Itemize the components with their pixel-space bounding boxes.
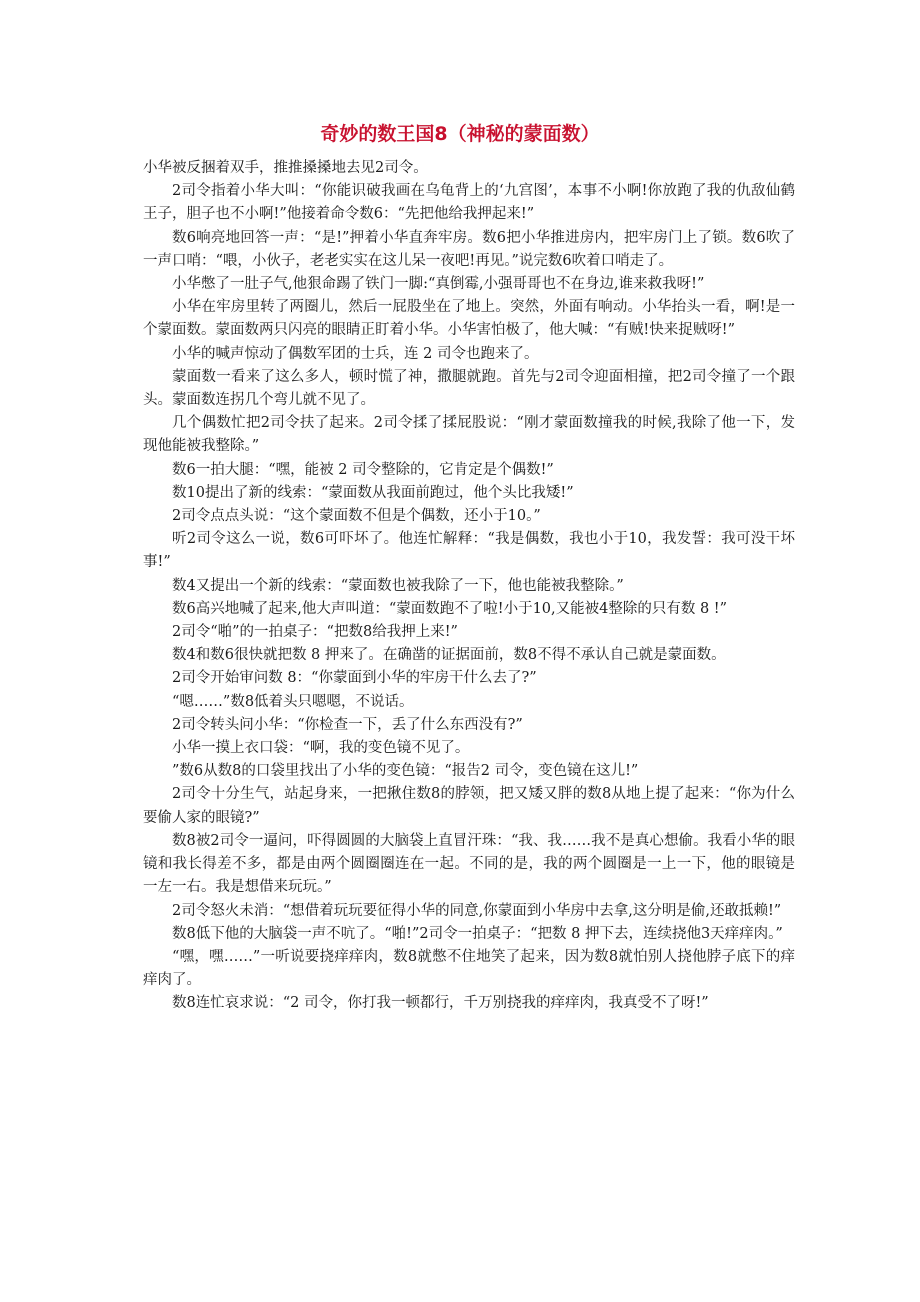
paragraph: “嗯……”数8低着头只嗯嗯，不说话。 [172,693,414,710]
paragraph: 数6一拍大腿：“嘿，能被 2 司令整除的，它肯定是个偶数!” [172,461,554,478]
paragraph: 2司令怒火未消：“想借着玩玩要征得小华的同意,你蒙面到小华房中去拿,这分明是偷,还敢抵赖!” [172,902,782,919]
paragraph: “嘿，嘿……”一听说要挠痒痒肉，数8就憋不住地笑了起来，因为数8就怕别人挠他脖子底下的痒痒肉了。 [143,948,795,989]
paragraph: 2司令开始审问数 8：“你蒙面到小华的牢房干什么去了?” [172,670,537,687]
paragraph: 2司令“啪”的一拍桌子：“把数8给我押上来!” [172,624,458,641]
paragraph: 蒙面数一看来了这么多人，顿时慌了神，撒腿就跑。首先与2司令迎面相撞，把2司令撞了一个跟头。蒙面数连拐几个弯儿就不见了。 [143,368,795,409]
paragraph: 数10提出了新的线索：“蒙面数从我面前跑过，他个头比我矮!” [172,484,574,501]
paragraph: 小华被反捆着双手，推推搡搡地去见2司令。 [143,160,428,176]
paragraph: 2司令点点头说：“这个蒙面数不但是个偶数，还小于10。” [172,508,541,525]
paragraph: 数8低下他的大脑袋一声不吭了。“啪!”2司令一拍桌子：“把数 8 押下去，连续挠他3天痒痒肉。” [172,925,783,942]
paragraph: 小华的喊声惊动了偶数军团的士兵，连 2 司令也跑来了。 [172,345,539,362]
paragraph: 数6高兴地喊了起来,他大声叫道：“蒙面数跑不了啦!小于10,又能被4整除的只有数 8 !” [172,600,728,617]
paragraph: 数8被2司令一逼问，吓得圆圆的大脑袋上直冒汗珠：“我、我……我不是真心想偷。我看小华的眼镜和我长得差不多，都是由两个圆圈圈连在一起。不同的是，我的两个圆圈是一上一下，他的眼镜是一左一右。我是想借来玩玩。” [143,832,795,896]
paragraph: 2司令十分生气，站起身来，一把揪住数8的脖领，把又矮又胖的数8从地上提了起来：“你为什么要偷人家的眼镜?” [143,786,795,826]
paragraph: 数4又提出一个新的线索：“蒙面数也被我除了一下，他也能被我整除。” [172,577,624,594]
paragraph: 数8连忙哀求说：“2 司令，你打我一顿都行，千万别挠我的痒痒肉，我真受不了呀!” [172,995,709,1012]
paragraph: 数4和数6很快就把数 8 押来了。在确凿的证据面前，数8不得不承认自己就是蒙面数。 [172,647,726,664]
document-body [143,157,795,1016]
paragraph: 2司令指着小华大叫：“你能识破我画在乌龟背上的‘九宫图’，本事不小啊!你放跑了我的仇敌仙鹤王子，胆子也不小啊!”他接着命令数6：“先把他给我押起来!” [143,183,795,223]
paragraph: 2司令转头问小华：“你检查一下，丢了什么东西没有?” [172,716,523,733]
paragraph: 听2司令这么一说，数6可吓坏了。他连忙解释：“我是偶数，我也小于10，我发誓：我可没干坏事!” [143,531,795,571]
paragraph: 小华在牢房里转了两圈儿，然后一屁股坐在了地上。突然，外面有响动。小华抬头一看，啊!是一个蒙面数。蒙面数两只闪亮的眼睛正盯着小华。小华害怕极了，他大喊：“有贼!快来捉贼呀!” [143,299,795,339]
paragraph: 几个偶数忙把2司令扶了起来。2司令揉了揉屁股说：“刚才蒙面数撞我的时候,我除了他一下，发现他能被我整除。” [143,415,795,455]
paragraph: 数6响亮地回答一声：“是!”押着小华直奔牢房。数6把小华推进房内，把牢房门上了锁。数6吹了一声口哨：“喂，小伙子，老老实实在这儿呆一夜吧!再见。”说完数6吹着口哨走了。 [143,229,795,269]
paragraph: ”数6从数8的口袋里找出了小华的变色镜：“报告2 司令，变色镜在这儿!” [172,763,639,780]
document-title: 奇妙的数王国8（神秘的蒙面数） [320,123,600,145]
paragraph: 小华一摸上衣口袋：“啊，我的变色镜不见了。 [172,740,470,757]
paragraph: 小华憋了一肚子气,他狠命踢了铁门一脚:“真倒霉,小强哥哥也不在身边,谁来救我呀!” [172,276,705,293]
